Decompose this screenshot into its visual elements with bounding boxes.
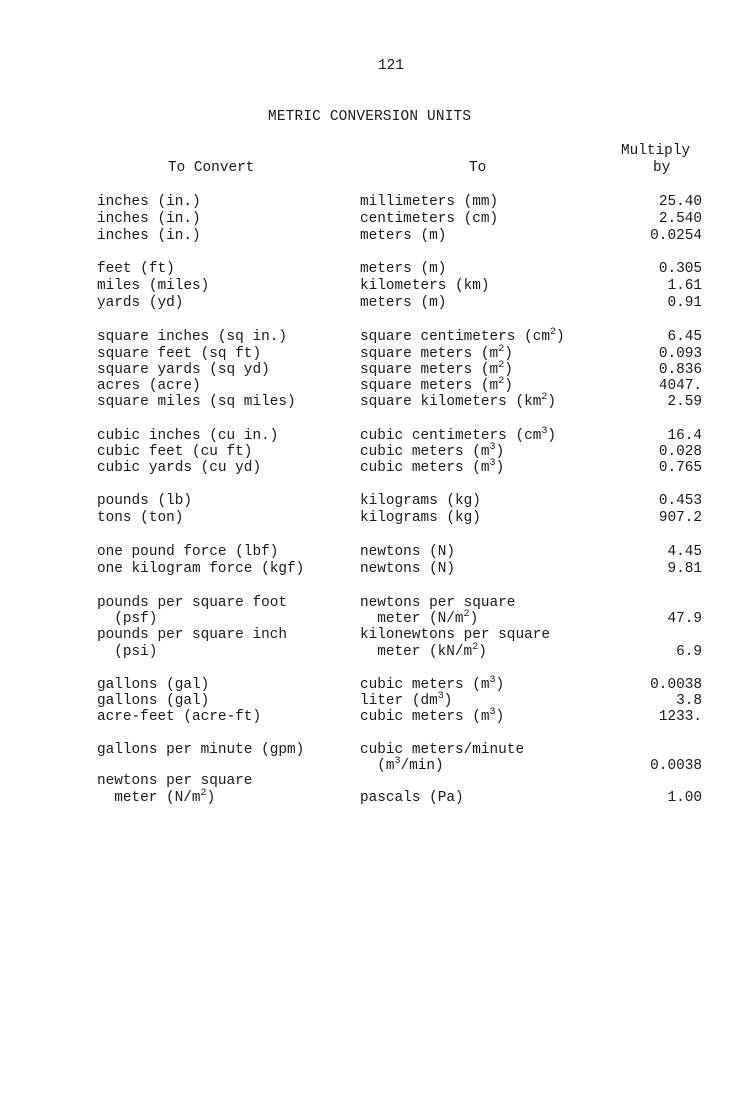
convert-to-cell: millimeters (mm) <box>360 194 499 210</box>
convert-to-cell: newtons (N) <box>360 561 455 577</box>
convert-from-cell: acres (acre) <box>97 378 201 394</box>
table-row <box>0 194 750 212</box>
multiplier-cell: 0.836 <box>658 362 702 378</box>
convert-from-cell: acre-feet (acre-ft) <box>97 709 262 725</box>
table-row <box>0 211 750 229</box>
table-row <box>0 493 750 511</box>
multiplier-cell: 0.305 <box>658 261 702 277</box>
table-row <box>0 295 750 313</box>
convert-from-cell: pounds per square inch <box>97 627 287 643</box>
convert-to-cell: newtons per square <box>360 595 516 611</box>
convert-to-cell: cubic centimeters $(cm^3)$ <box>360 426 557 444</box>
convert-to-cell: liter $(dm^3)$ <box>360 691 453 709</box>
convert-to-cell: meter $(N/m^2)$ <box>377 609 479 627</box>
convert-to-cell: cubic meters/minute <box>360 742 525 758</box>
convert-to-cell: meters (m) <box>360 261 447 277</box>
multiplier-cell: 2.59 <box>667 394 702 410</box>
multiplier-cell: 47.9 <box>667 611 702 627</box>
convert-to-cell: cubic meters $(m^3)$ <box>360 675 505 693</box>
multiplier-cell: 0.765 <box>658 460 702 476</box>
convert-from-cell: cubic feet (cu ft) <box>97 444 253 460</box>
table-row <box>0 644 750 662</box>
page-title: METRIC CONVERSION UNITS <box>268 109 472 125</box>
multiplier-cell: 0.093 <box>658 346 702 362</box>
table-row <box>0 561 750 579</box>
multiplier-cell: 0.0038 <box>650 677 702 693</box>
convert-to-cell: meters (m) <box>360 295 447 311</box>
multiplier-cell: 4047. <box>658 378 702 394</box>
column-header-convert: To Convert <box>168 160 255 176</box>
convert-from-cell: pounds per square foot <box>97 595 287 611</box>
convert-to-cell: kilometers (km) <box>360 278 490 294</box>
convert-to-cell: pascals (Pa) <box>360 790 464 806</box>
convert-from-cell: square feet (sq ft) <box>97 346 262 362</box>
convert-to-cell: kilograms (kg) <box>360 493 481 509</box>
convert-from-cell: yards (yd) <box>97 295 184 311</box>
multiplier-cell: 9.81 <box>667 561 702 577</box>
convert-from-cell: gallons (gal) <box>97 693 210 709</box>
convert-from-cell: inches (in.) <box>97 228 201 244</box>
column-header-to: To <box>469 160 487 176</box>
convert-from-cell: meter $(N/m^2)$ <box>114 788 216 806</box>
multiplier-cell: 907.2 <box>658 510 702 526</box>
multiplier-cell: 0.028 <box>658 444 702 460</box>
convert-to-cell: square centimeters $(cm^2)$ <box>360 327 565 345</box>
multiplier-cell: 6.9 <box>676 644 702 660</box>
table-row <box>0 394 750 412</box>
multiplier-cell: 3.8 <box>676 693 702 709</box>
page-number: 121 <box>378 58 404 74</box>
column-header-multiply: Multiply <box>621 143 691 159</box>
multiplier-cell: 0.0254 <box>650 228 702 244</box>
convert-to-cell: cubic meters $(m^3)$ <box>360 442 505 460</box>
convert-to-cell: square meters $(m^2)$ <box>360 344 513 362</box>
multiplier-cell: 0.91 <box>667 295 702 311</box>
convert-to-cell: centimeters (cm) <box>360 211 499 227</box>
convert-to-cell: kilograms (kg) <box>360 510 481 526</box>
convert-from-cell: square miles (sq miles) <box>97 394 296 410</box>
table-row <box>0 329 750 347</box>
convert-to-cell: newtons (N) <box>360 544 455 560</box>
multiplier-cell: 0.453 <box>658 493 702 509</box>
multiplier-cell: 1233. <box>658 709 702 725</box>
table-row <box>0 627 750 645</box>
convert-from-cell: cubic yards (cu yd) <box>97 460 262 476</box>
convert-from-cell: one kilogram force (kgf) <box>97 561 305 577</box>
multiplier-cell: 0.0038 <box>650 758 702 774</box>
convert-from-cell: newtons per square <box>97 773 253 789</box>
table-row <box>0 510 750 528</box>
convert-from-cell: square inches (sq in.) <box>97 329 287 345</box>
table-row <box>0 544 750 562</box>
convert-to-cell: meters (m) <box>360 228 447 244</box>
table-row <box>0 278 750 296</box>
convert-from-cell: feet (ft) <box>97 261 175 277</box>
table-row <box>0 773 750 791</box>
multiplier-cell: 1.61 <box>667 278 702 294</box>
convert-from-cell: inches (in.) <box>97 211 201 227</box>
convert-to-cell: cubic meters $(m^3)$ <box>360 707 505 725</box>
convert-to-cell: square meters $(m^2)$ <box>360 360 513 378</box>
convert-to-cell: meter $(kN/m^2)$ <box>377 642 487 660</box>
table-row <box>0 261 750 279</box>
multiplier-cell: 4.45 <box>667 544 702 560</box>
multiplier-cell: 25.40 <box>658 194 702 210</box>
convert-to-cell: square kilometers $(km^2)$ <box>360 392 557 410</box>
convert-from-cell: gallons (gal) <box>97 677 210 693</box>
convert-to-cell: square meters $(m^2)$ <box>360 376 513 394</box>
convert-from-cell: (psf) <box>114 611 158 627</box>
convert-to-cell: cubic meters $(m^3)$ <box>360 458 505 476</box>
table-row <box>0 790 750 808</box>
convert-from-cell: gallons per minute (gpm) <box>97 742 305 758</box>
convert-from-cell: cubic inches (cu in.) <box>97 428 279 444</box>
convert-to-cell: $(m^3/\min)$ <box>377 756 444 774</box>
convert-from-cell: miles (miles) <box>97 278 210 294</box>
convert-to-cell: kilonewtons per square <box>360 627 550 643</box>
multiplier-cell: 2.540 <box>658 211 702 227</box>
convert-from-cell: one pound force (lbf) <box>97 544 279 560</box>
table-row <box>0 228 750 246</box>
convert-from-cell: (psi) <box>114 644 158 660</box>
table-row <box>0 460 750 478</box>
multiplier-cell: 16.4 <box>667 428 702 444</box>
convert-from-cell: inches (in.) <box>97 194 201 210</box>
table-row <box>0 709 750 727</box>
convert-from-cell: pounds (lb) <box>97 493 192 509</box>
multiplier-cell: 6.45 <box>667 329 702 345</box>
multiplier-cell: 1.00 <box>667 790 702 806</box>
column-header-by: by <box>653 160 671 176</box>
convert-from-cell: square yards (sq yd) <box>97 362 270 378</box>
convert-from-cell: tons (ton) <box>97 510 184 526</box>
